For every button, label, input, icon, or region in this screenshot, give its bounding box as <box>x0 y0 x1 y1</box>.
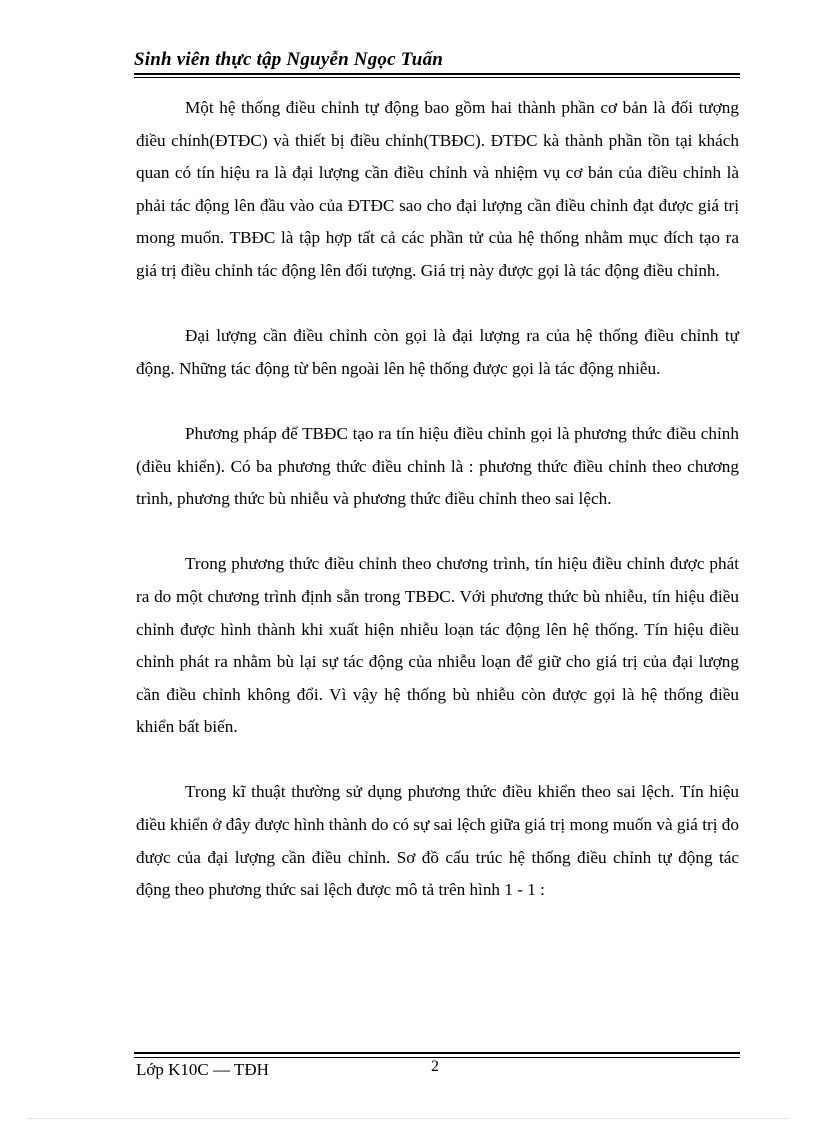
paragraph-3: Phương pháp để TBĐC tạo ra tín hiệu điều chỉnh gọi là phương thức điều chỉnh (điều khiển). Có ba phương thức điều chỉnh là : phương thức điều chỉnh theo chương trình, phương thức bù nhiễu và phương thức điều chỉnh theo sai lệch. <box>136 423 739 509</box>
footer-class-label: Lớp K10C — TĐH <box>136 1060 269 1079</box>
paragraph-4: Trong phương thức điều chỉnh theo chương trình, tín hiệu điều chỉnh được phát ra do một chương trình định sẵn trong TBĐC. Với phương thức bù nhiễu, tín hiệu điều chỉnh được hình thành khi xuất hiện nhiễu loạn tác động lên hệ thống. Tín hiệu điều chỉnh phát ra nhằm bù lại sự tác động của nhiễu loạn để giữ cho giá trị của đại lượng cần điều chỉnh không đổi. Vì vậy hệ thống bù nhiễu còn được gọi là hệ thống điều khiển bất biến. <box>136 554 739 737</box>
paragraph-1: Một hệ thống điều chỉnh tự động bao gồm hai thành phần cơ bản là đối tượng điều chỉnh(ĐTĐC) và thiết bị điều chỉnh(TBĐC). ĐTĐC kà thành phần tồn tại khách quan có tín hiệu ra là đại lượng cần điều chỉnh và nhiệm vụ cơ bản của điều chỉnh là phải tác động lên đầu vào của ĐTĐC sao cho đại lượng cần điều chỉnh đạt được giá trị mong muốn. TBĐC là tập hợp tất cả các phần tử của hệ thống nhằm mục đích tạo ra giá trị điều chỉnh tác động lên đối tượng. Giá trị này được gọi là tác động điều chỉnh. <box>136 98 739 280</box>
page-number: 2 <box>431 1058 439 1075</box>
paragraph-2: Đại lượng cần điều chỉnh còn gọi là đại lượng ra của hệ thống điều chỉnh tự động. Những tác động từ bên ngoài lên hệ thống được gọi là tác động nhiễu. <box>136 326 739 378</box>
page-edge-divider <box>28 1118 788 1119</box>
footer-rule-thick <box>134 1052 740 1054</box>
paragraph-5: Trong kĩ thuật thường sử dụng phương thức điều khiển theo sai lệch. Tín hiệu điều khiển ở đây được hình thành do có sự sai lệch giữa giá trị mong muốn và giá trị đo được của đại lượng cần điều chỉnh. Sơ đồ cấu trúc hệ thống điều chỉnh tự động tác động theo phương thức sai lệch được mô tả trên hình 1 - 1 : <box>136 782 739 900</box>
header-rule-thick <box>134 73 740 75</box>
document-body <box>136 92 739 939</box>
header-rule-thin <box>134 77 740 78</box>
page-header-title: Sinh viên thực tập Nguyễn Ngọc Tuấn <box>134 49 444 70</box>
